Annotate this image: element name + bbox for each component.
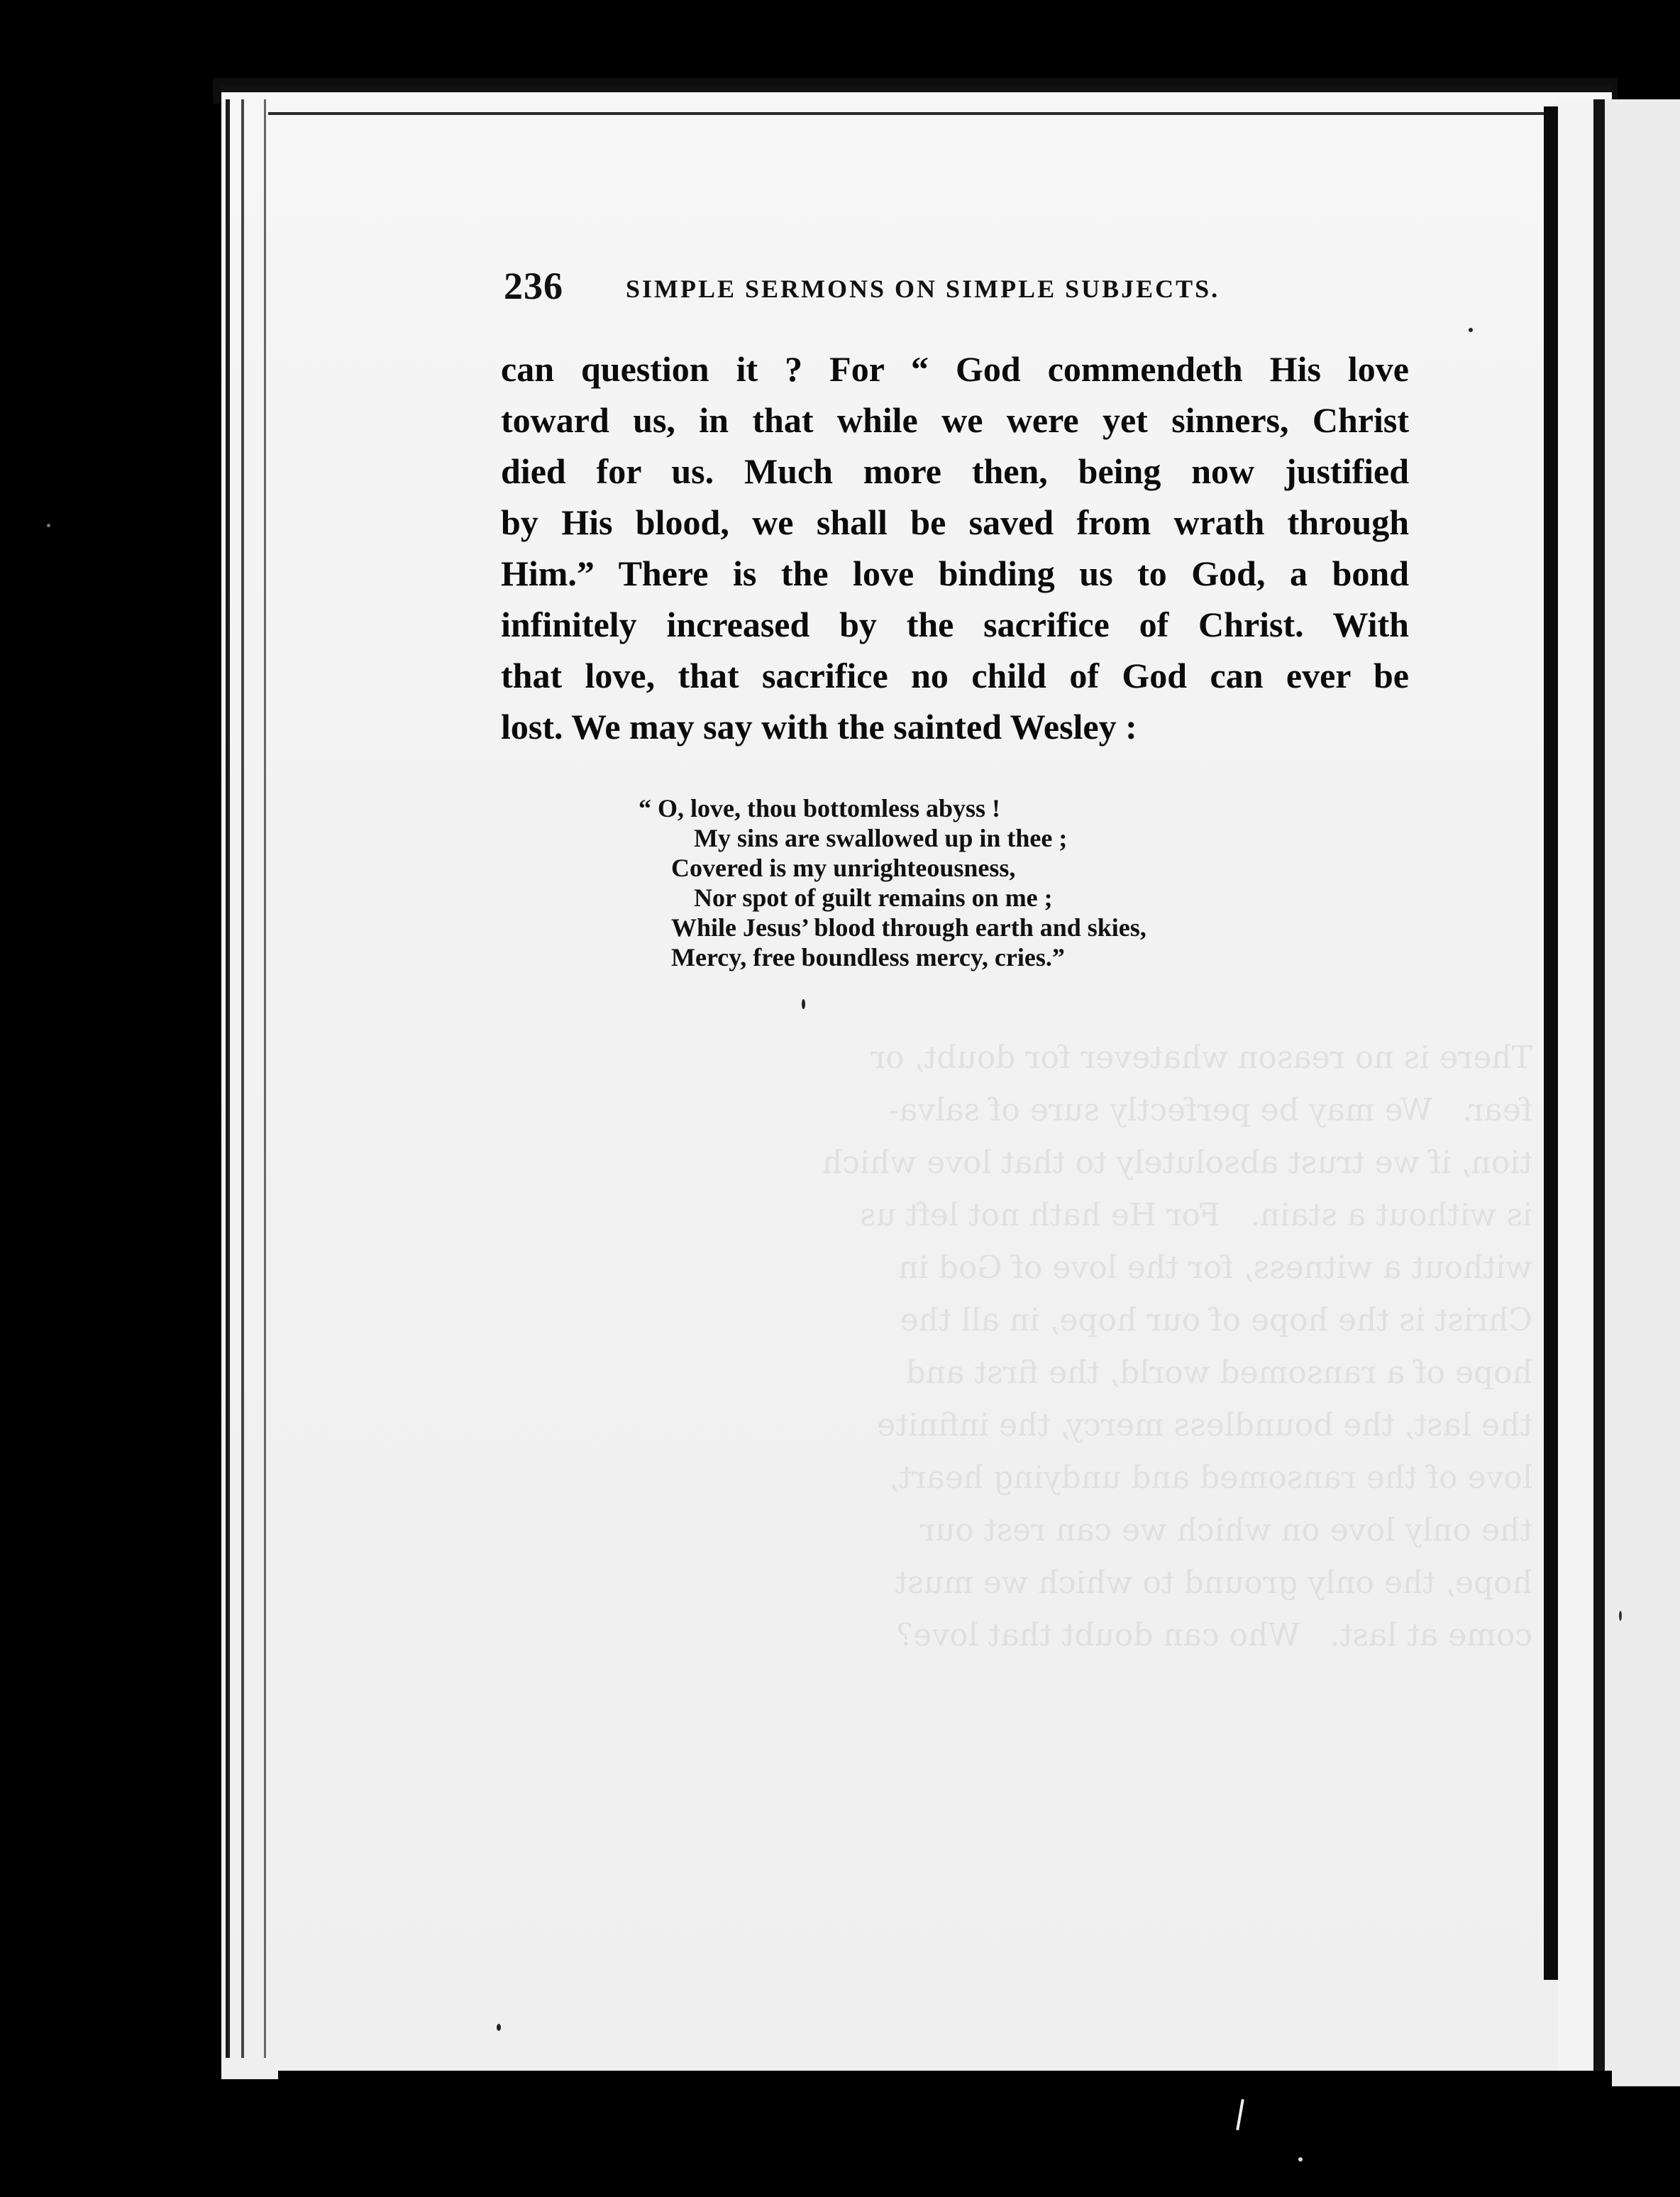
hymn-verse: Covered is my unrighteousness, xyxy=(671,854,1016,882)
scan-speck xyxy=(47,524,50,527)
scan-speck xyxy=(802,999,805,1009)
scan-speck xyxy=(1619,1611,1622,1621)
text-line: that love, that sacrifice no child of God can ever be xyxy=(501,656,1409,695)
page-top-rule xyxy=(268,112,1588,115)
hymn-quote xyxy=(639,793,1277,972)
text-line: lost. We may say with the sainted Wesley : xyxy=(501,707,1137,747)
scan-speck xyxy=(1298,2157,1303,2162)
text-line: Him.” There is the love binding us to God, a bond xyxy=(501,554,1409,593)
text-line: infinitely increased by the sacrifice of Christ. With xyxy=(501,605,1409,644)
gutter-edge xyxy=(264,99,266,2058)
hymn-verse: “ O, love, thou bottomless abyss ! xyxy=(639,794,1001,822)
hymn-verse: While Jesus’ blood through earth and skies, xyxy=(671,913,1146,942)
gutter-edge xyxy=(241,99,244,2058)
gutter-edge xyxy=(226,99,230,2058)
text-line: toward us, in that while we were yet sinners, Christ xyxy=(501,400,1409,440)
text-line: died for us. Much more then, being now justified xyxy=(501,451,1409,491)
hymn-verse: Nor spot of guilt remains on me ; xyxy=(694,883,1053,912)
running-head: SIMPLE SERMONS ON SIMPLE SUBJECTS. xyxy=(626,275,1220,303)
page-header xyxy=(504,264,1405,314)
body-paragraph xyxy=(501,343,1409,752)
scan-speck xyxy=(497,2024,501,2031)
facing-page xyxy=(1605,99,1680,2086)
facing-page-edge xyxy=(1593,99,1605,2086)
scan-bottom-shadow xyxy=(278,2071,1612,2191)
scan-speck xyxy=(1469,328,1473,332)
hymn-verse: My sins are swallowed up in thee ; xyxy=(694,824,1068,852)
text-line: can question it ? For “ God commendeth His love xyxy=(501,349,1409,389)
page-fold-shadow xyxy=(1544,106,1558,1980)
text-line: by His blood, we shall be saved from wrath through xyxy=(501,502,1409,542)
hymn-verse: Mercy, free boundless mercy, cries.” xyxy=(671,943,1065,971)
page-number: 236 xyxy=(504,265,563,307)
